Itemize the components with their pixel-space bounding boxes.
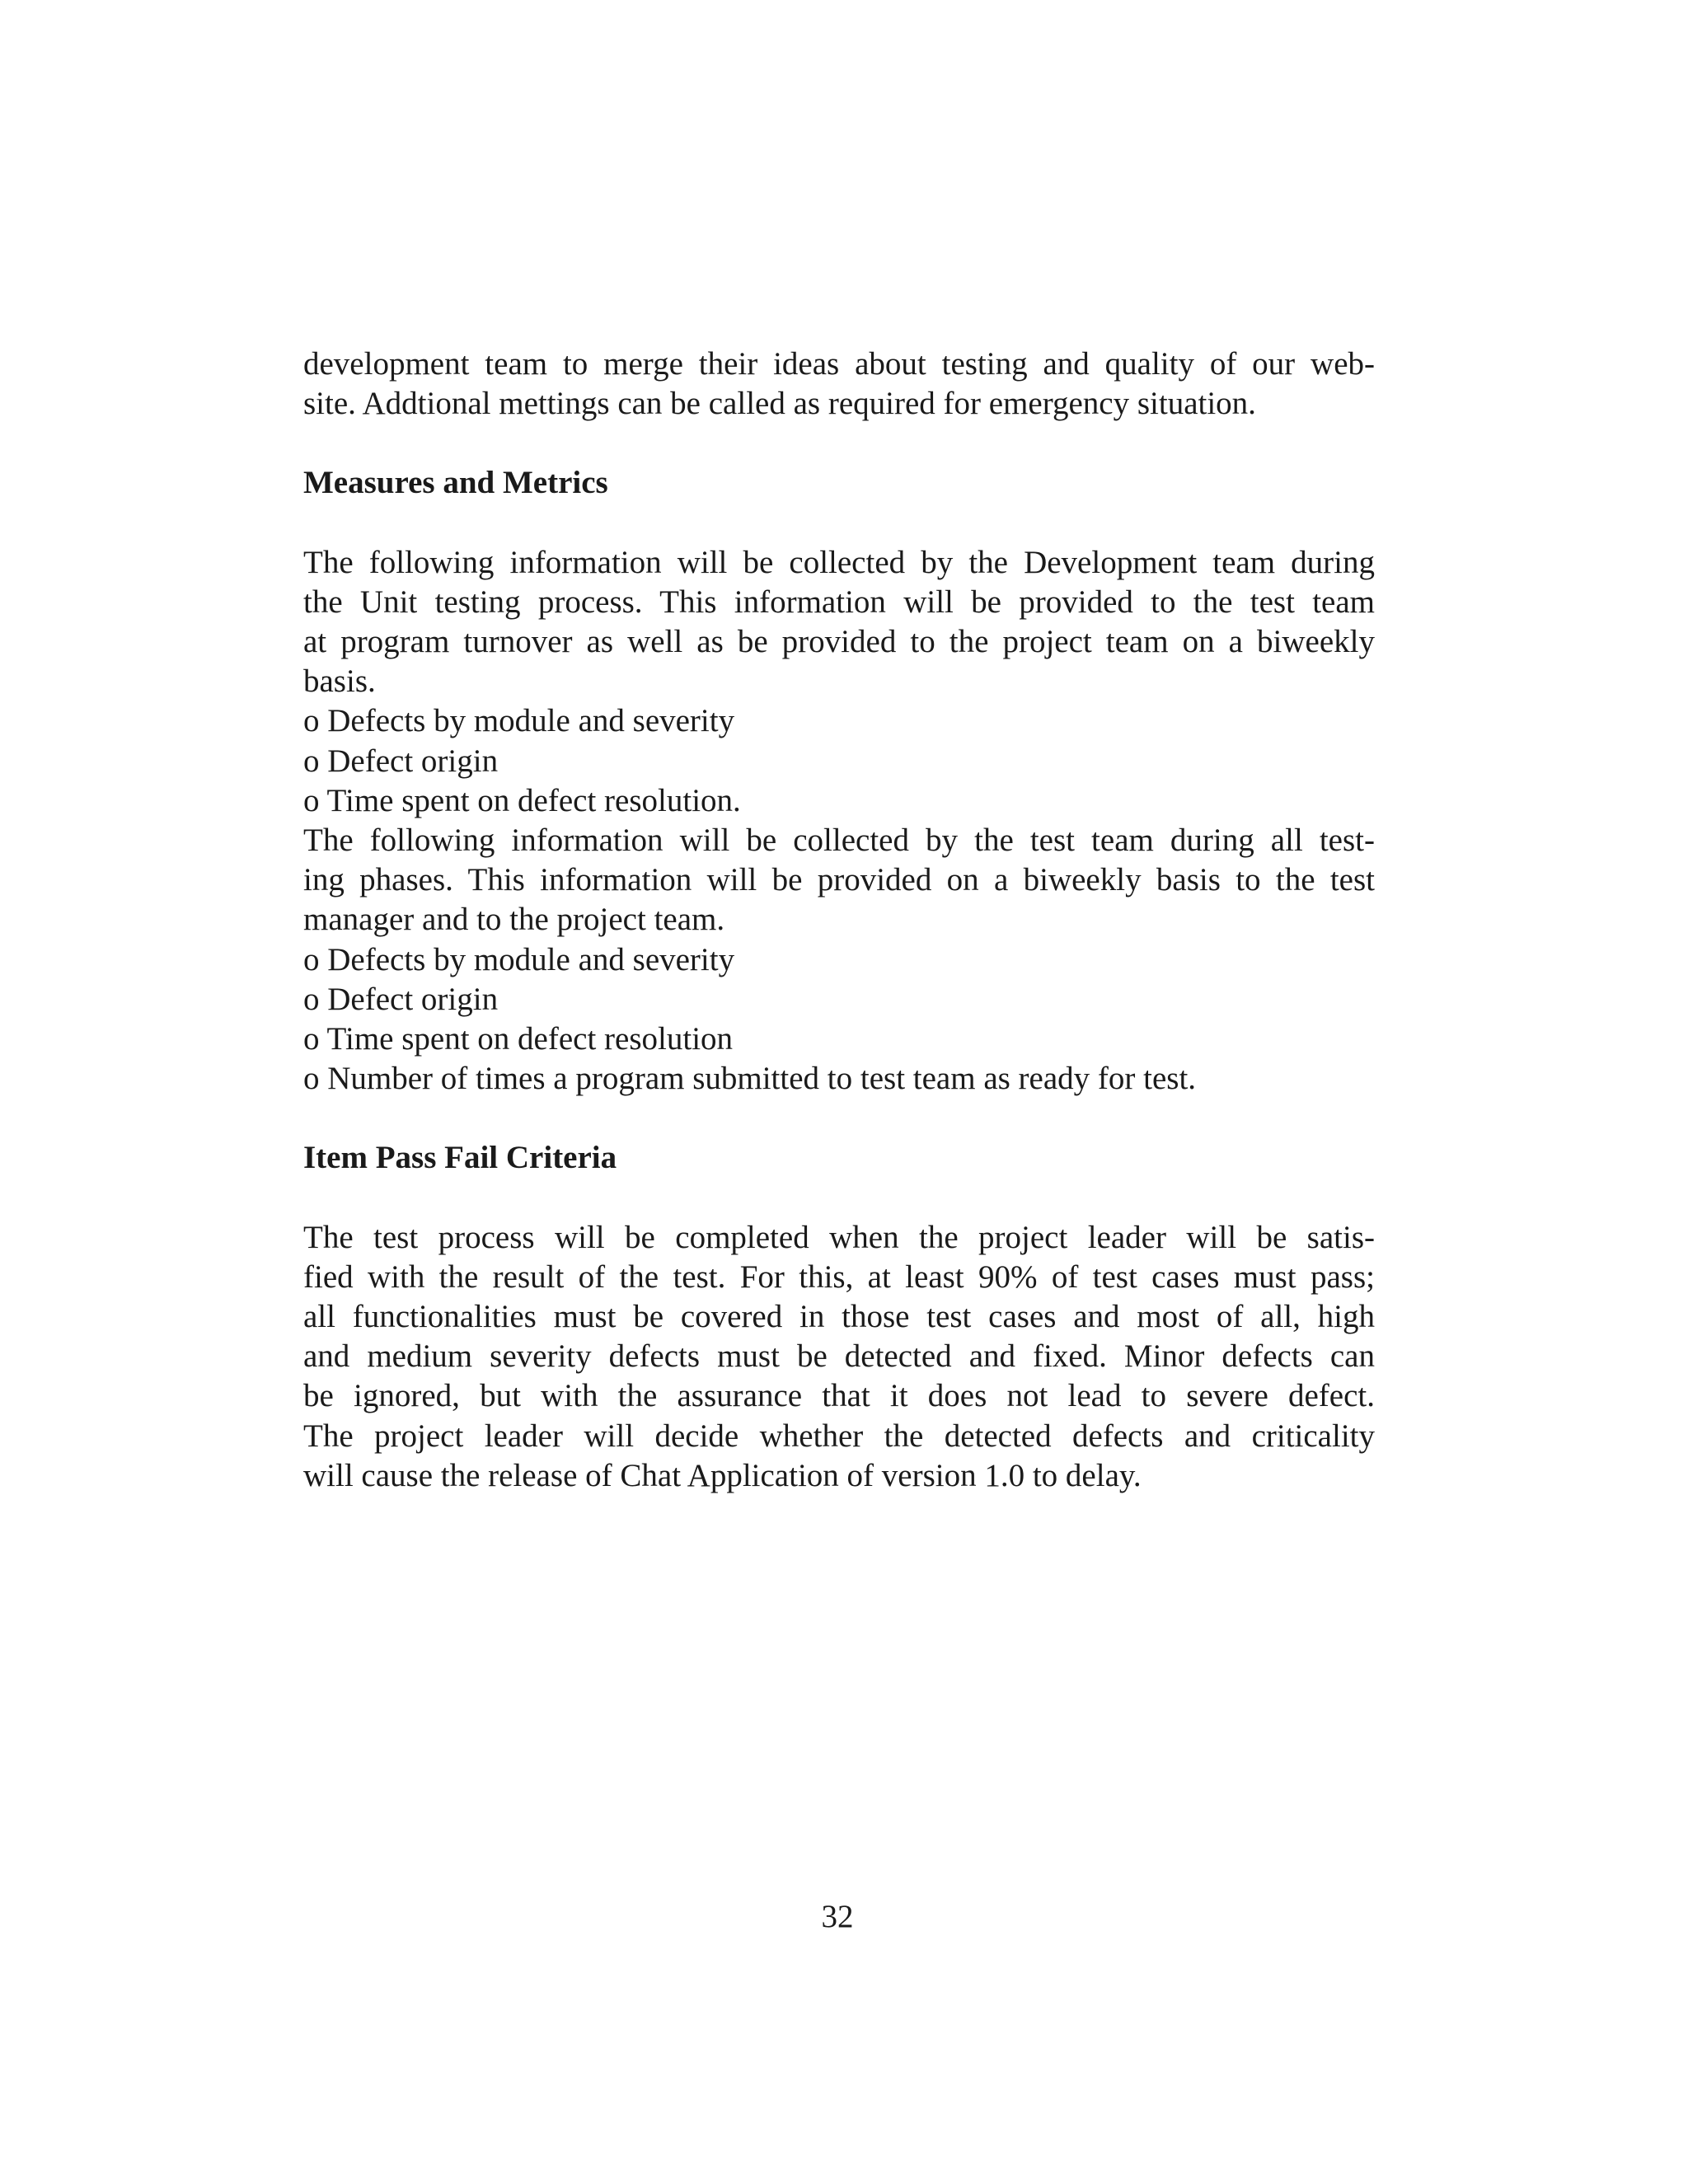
criteria-line-2: fied with the result of the test. For this, at least 90% of test cases must pass; [303,1258,1375,1295]
list-item: o Defects by module and severity [303,703,735,739]
spacer [303,1179,1375,1218]
measures-p1-line-3: at program turnover as well as be provided to the project team on a biweekly [303,624,1375,660]
list-item: o Time spent on defect resolution [303,1021,734,1057]
criteria-line-3: all functionalities must be covered in those test cases and most of all, high [303,1299,1375,1335]
list-item: o Defects by module and severity [303,941,735,977]
section-heading-criteria: Item Pass Fail Criteria [303,1140,617,1176]
intro-line-1: development team to merge their ideas about testing and quality of our web- [303,346,1375,382]
criteria-line-1: The test process will be completed when the project leader will be satis- [303,1219,1375,1255]
measures-list-1 [303,701,1375,821]
spacer [303,504,1375,543]
page-number: 32 [821,1899,854,1934]
criteria-line-6: The project leader will decide whether the detected defects and criticality [303,1418,1375,1454]
intro-paragraph [303,344,1375,424]
criteria-line-7: will cause the release of Chat Application of version 1.0 to delay. [303,1457,1142,1493]
page-content [303,344,1375,1496]
measures-paragraph-2 [303,821,1375,940]
measures-paragraph-1 [303,543,1375,702]
list-item: o Time spent on defect resolution. [303,782,741,818]
list-item: o Defect origin [303,743,499,779]
spacer [303,1099,1375,1138]
measures-p1-line-1: The following information will be collected by the Development team during [303,544,1375,580]
measures-p1-line-4: basis. [303,663,376,700]
measures-p1-line-2: the Unit testing process. This information will be provided to the test team [303,583,1375,620]
measures-p2-line-1: The following information will be collected by the test team during all test- [303,823,1375,859]
criteria-line-5: be ignored, but with the assurance that it does not lead to severe defect. [303,1378,1375,1414]
intro-line-2: site. Addtional mettings can be called as required for emergency situation. [303,386,1256,422]
section-heading-measures: Measures and Metrics [303,465,608,501]
criteria-line-4: and medium severity defects must be detected and fixed. Minor defects can [303,1338,1375,1375]
measures-p2-line-2: ing phases. This information will be provided on a biweekly basis to the test [303,862,1375,898]
measures-list-2 [303,940,1375,1099]
list-item: o Number of times a program submitted to test team as ready for test. [303,1061,1197,1097]
criteria-paragraph [303,1218,1375,1496]
measures-p2-line-3: manager and to the project team. [303,902,725,938]
spacer [303,424,1375,463]
list-item: o Defect origin [303,981,499,1017]
